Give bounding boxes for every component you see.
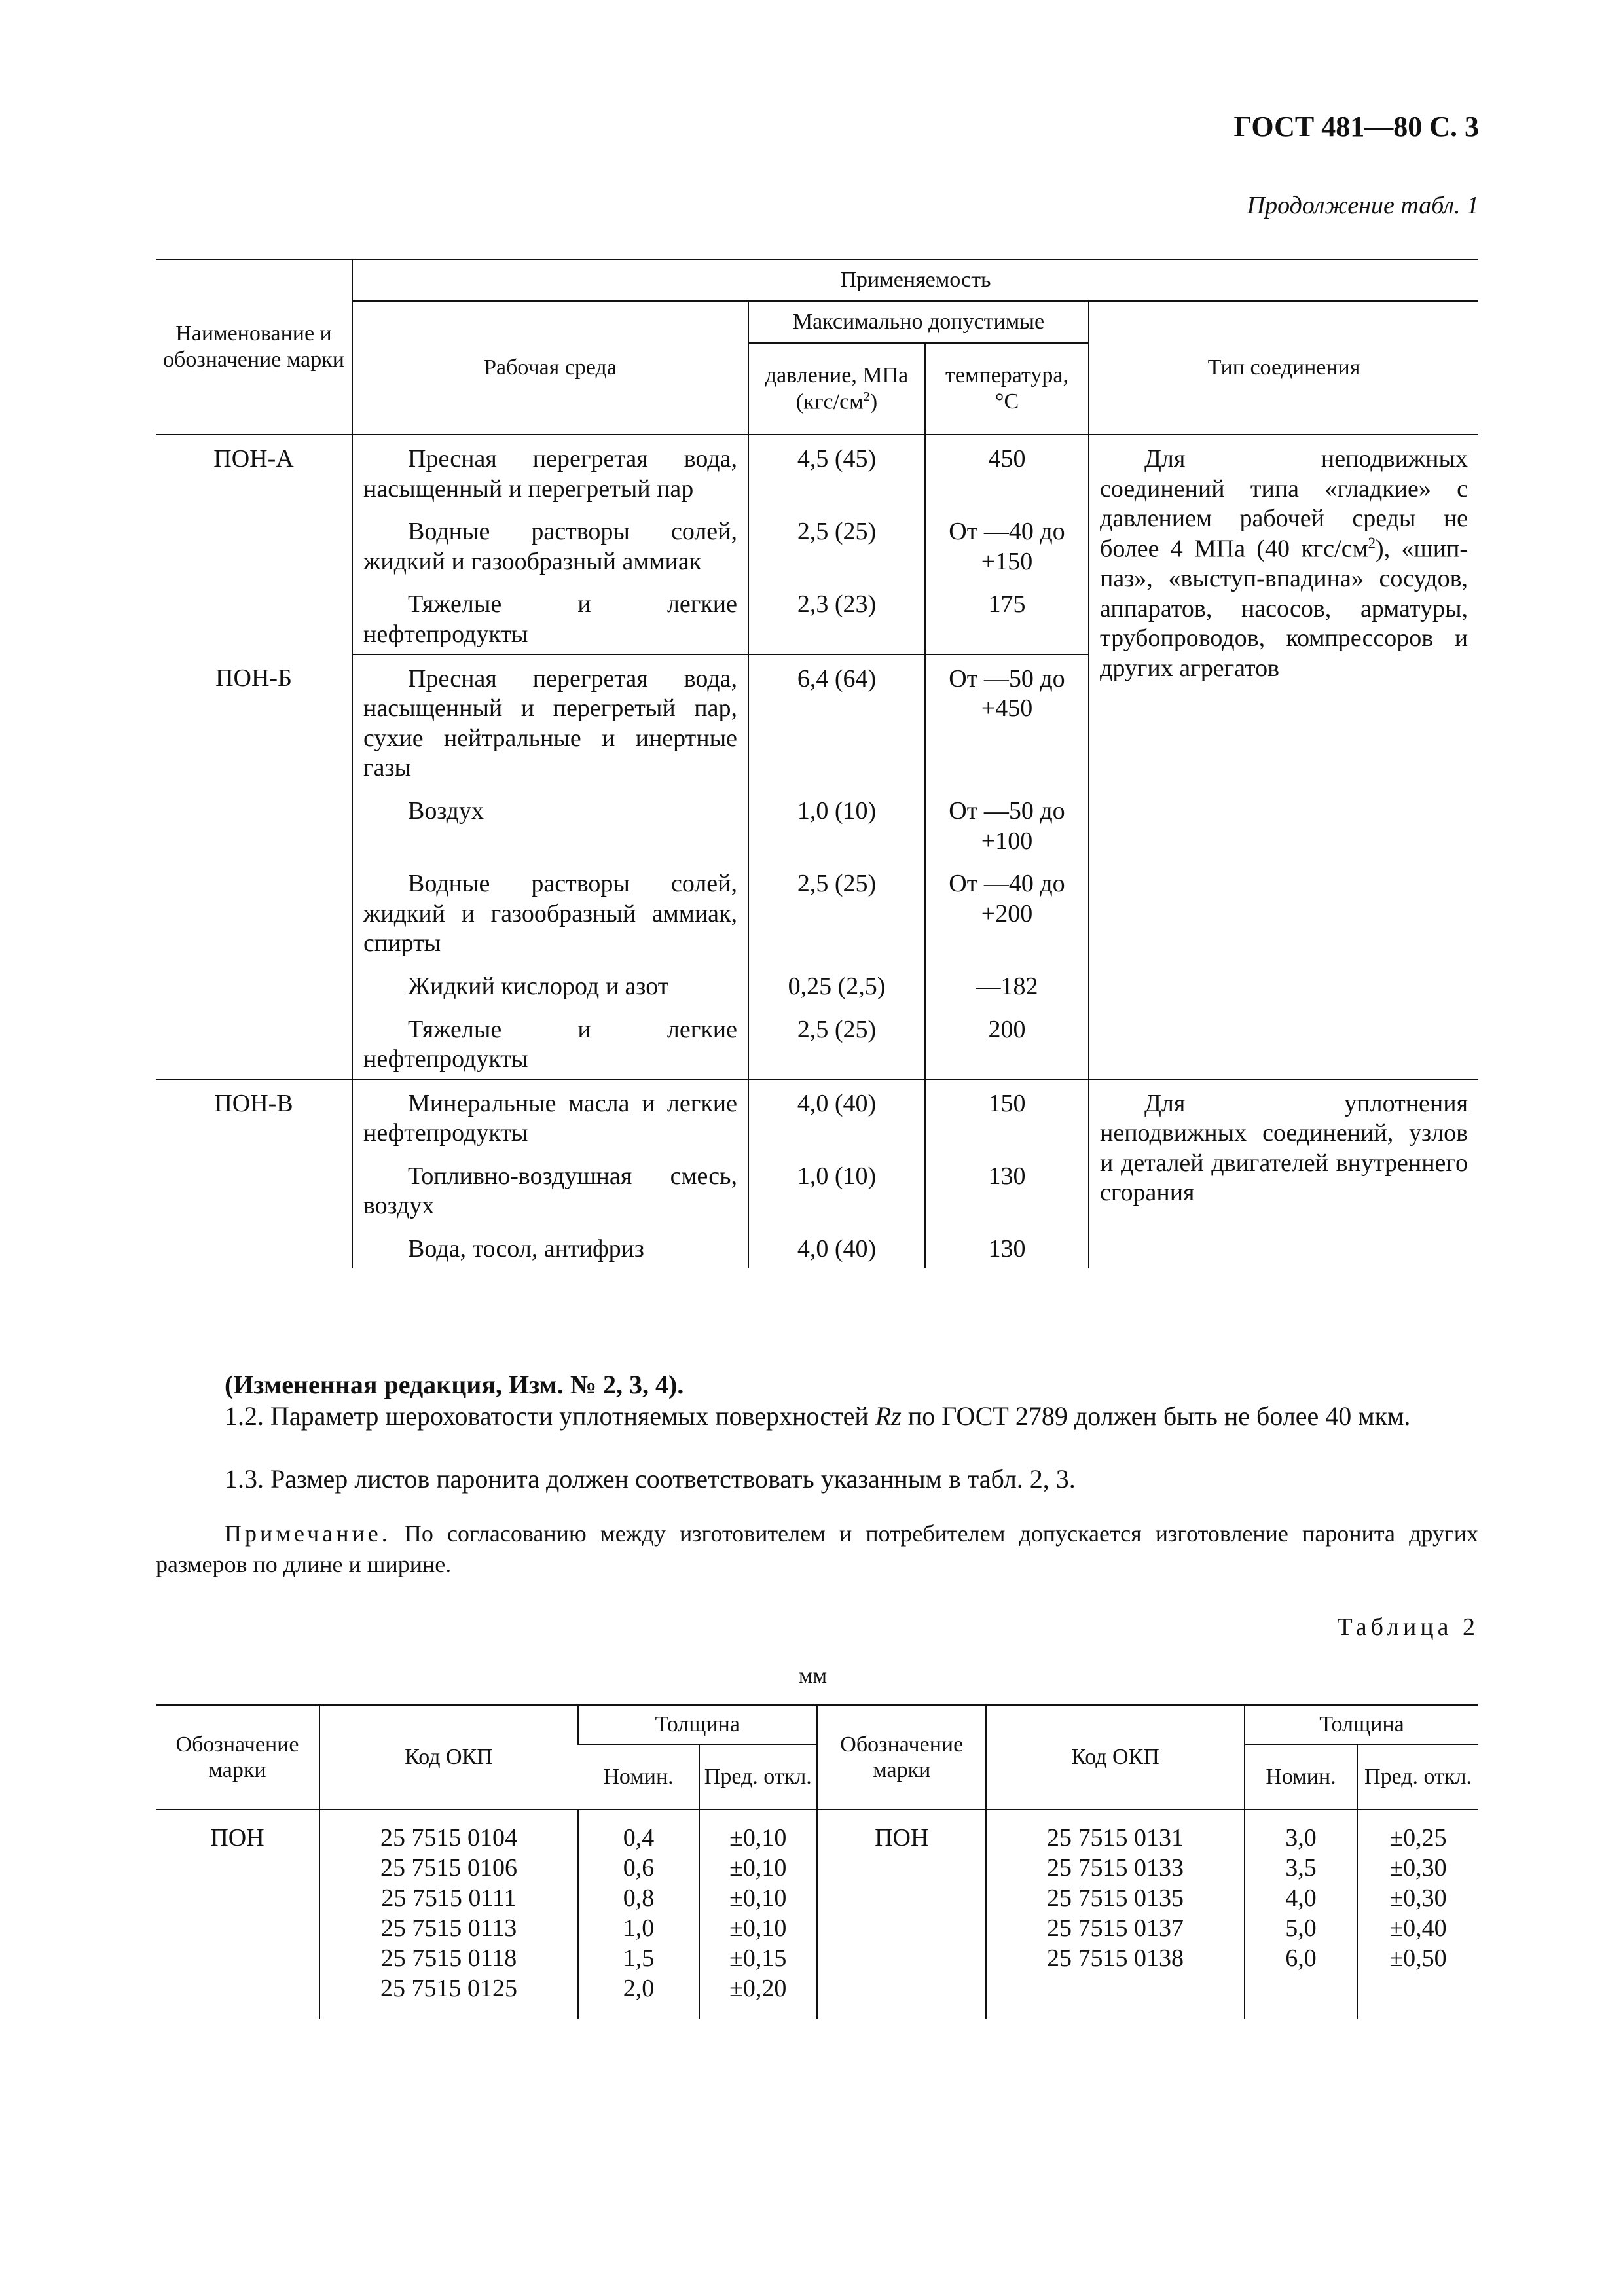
t2-header-thickness-right: Толщина [1245,1705,1478,1744]
t2-okp-code: 25 7515 0104 [380,1824,517,1852]
paragraph-1-2 [156,1401,1478,1431]
env-cell: Тяжелые и легкие нефтепродукты [352,1006,748,1079]
pressure-cell: 2,5 (25) [748,860,925,963]
t2-okp-code: 25 7515 0135 [1047,1884,1184,1912]
t2-mark-left-value: ПОН [210,1824,264,1852]
pressure-cell: 4,0 (40) [748,1225,925,1268]
t2-nominal-value: 6,0 [1285,1945,1317,1972]
t2-okp-left [319,1810,578,2019]
t2-header-okp-left: Код ОКП [319,1705,578,1810]
note-label: Примечание. [225,1520,391,1547]
env-cell: Тяжелые и легкие нефтепродукты [352,581,748,654]
header-mark: Наименование и обозначение марки [156,259,352,435]
temperature-cell: От —50 до +450 [925,655,1089,787]
header-environment: Рабочая среда [352,301,748,435]
pressure-cell: 4,5 (45) [748,435,925,508]
temperature-cell: 450 [925,435,1089,508]
t2-okp-code: 25 7515 0113 [380,1914,517,1942]
pressure-cell: 1,0 (10) [748,787,925,860]
t2-tolerance-value: ±0,25 [1389,1824,1447,1852]
mark-pon-a: ПОН-А [213,445,294,473]
mark-pon-v: ПОН-В [156,1079,352,1268]
env-cell: Топливно-воздушная смесь, воздух [352,1153,748,1225]
t2-tolerance-left [699,1810,817,2019]
mark-pon-b: ПОН-Б [215,664,292,692]
env-cell: Водные растворы солей, жидкий и газообразный аммиак [352,508,748,581]
t2-nominal-value: 0,8 [623,1884,655,1912]
t2-header-mark-left: Обозначение марки [156,1705,319,1810]
t2-okp-code: 25 7515 0106 [380,1854,517,1882]
temperature-cell: От —40 до +150 [925,508,1089,581]
rz-symbol: Rz [875,1401,902,1431]
connection-type-cell: Для неподвижных соединений типа «гладкие» с давлением рабочей среды не более 4 МПа (40 кгс/$см^2$), «шип-паз», «выступ-впадина» сосудов, аппаратов, насосов, арматуры, трубопроводов, компрессоров и других агрегатов [1089,435,1478,1079]
temperature-cell: 130 [925,1225,1089,1268]
pressure-cell: 2,5 (25) [748,508,925,581]
t2-nominal-value: 4,0 [1285,1884,1317,1912]
header-connection: Тип соединения [1089,301,1478,435]
temperature-cell: 130 [925,1153,1089,1225]
t2-tolerance-value: ±0,30 [1389,1854,1447,1882]
paragraph-1-2-part-b: по ГОСТ 2789 должен быть не более 40 мкм. [901,1401,1411,1431]
t2-okp-code: 25 7515 0111 [381,1884,517,1912]
t2-nominal-value: 0,6 [623,1854,655,1882]
env-cell: Жидкий кислород и азот [352,963,748,1006]
env-cell: Пресная перегретая вода, насыщенный и перегретый пар [352,435,748,508]
table-continuation-label: Продолжение табл. 1 [1247,192,1479,219]
pressure-cell: 2,3 (23) [748,581,925,654]
t2-header-okp-right: Код ОКП [986,1705,1245,1810]
env-cell: Воздух [352,787,748,860]
t2-nominal-value: 5,0 [1285,1914,1317,1942]
t2-okp-code: 25 7515 0133 [1047,1854,1184,1882]
t2-header-nominal-left: Номин. [578,1744,699,1810]
t2-mark-right-value: ПОН [875,1824,929,1852]
t2-okp-right [986,1810,1245,2019]
table-1 [156,259,1478,1268]
t2-nominal-value: 3,5 [1285,1854,1317,1882]
env-cell: Минеральные масла и легкие нефтепродукты [352,1079,748,1153]
t2-nominal-value: 1,5 [623,1945,655,1972]
pressure-cell: 0,25 (2,5) [748,963,925,1006]
t2-tolerance-value: ±0,10 [729,1884,787,1912]
t2-nominal-value: 0,4 [623,1824,655,1852]
t2-nominal-value: 2,0 [623,1975,655,2002]
amendment-note: (Измененная редакция, Изм. № 2, 3, 4). [225,1370,684,1399]
t2-mark-left [156,1810,319,2019]
paragraph-1-2-part-a: 1.2. Параметр шероховатости уплотняемых поверхностей [225,1401,875,1431]
t2-okp-code: 25 7515 0137 [1047,1914,1184,1942]
t2-tolerance-value: ±0,15 [729,1945,787,1972]
header-pressure-unit-sup: 2 [863,389,870,404]
t2-nominal-value: 3,0 [1285,1824,1317,1852]
paragraph-1-3: 1.3. Размер листов паронита должен соответствовать указанным в табл. 2, 3. [225,1464,1076,1494]
t2-header-mark-right: Обозначение марки [817,1705,986,1810]
t2-tolerance-value: ±0,10 [729,1824,787,1852]
header-pressure-label: давление, МПа [765,363,909,387]
header-pressure-unit: (кгс/см [795,389,864,414]
header-temperature: температура, °С [925,343,1089,435]
t2-header-nominal-right: Номин. [1245,1744,1357,1810]
pressure-cell: 4,0 (40) [748,1079,925,1153]
t2-okp-code: 25 7515 0118 [380,1945,517,1972]
pressure-cell: 6,4 (64) [748,655,925,787]
t2-okp-code: 25 7515 0125 [380,1975,517,2002]
env-cell: Водные растворы солей, жидкий и газообразный аммиак, спирты [352,860,748,963]
t2-okp-code: 25 7515 0138 [1047,1945,1184,1972]
header-applicability: Применяемость [352,259,1478,301]
pressure-cell: 1,0 (10) [748,1153,925,1225]
t2-tolerance-value: ±0,10 [729,1914,787,1942]
t2-tolerance-value: ±0,40 [1389,1914,1447,1942]
temperature-cell: 200 [925,1006,1089,1079]
env-cell: Пресная перегретая вода, насыщенный и перегретый пар, сухие нейтральные и инертные газы [352,655,748,787]
temperature-cell: От —50 до +100 [925,787,1089,860]
t2-tolerance-value: ±0,20 [729,1975,787,2002]
t2-tolerance-value: ±0,50 [1389,1945,1447,1972]
document-reference: ГОСТ 481—80 С. 3 [1233,111,1479,143]
pressure-cell: 2,5 (25) [748,1006,925,1079]
header-max-allowed: Максимально допустимые [748,301,1089,343]
env-cell: Вода, тосол, антифриз [352,1225,748,1268]
header-pressure-unit-end: ) [869,389,878,414]
table-2-caption: Таблица 2 [1337,1613,1479,1641]
t2-tolerance-value: ±0,30 [1389,1884,1447,1912]
t2-header-thickness-left: Толщина [578,1705,817,1744]
note-text: По согласованию между изготовителем и потребителем допускается изготовление паронита других размеров по длине и ширине. [156,1520,1478,1577]
t2-nominal-value: 1,0 [623,1914,655,1942]
temperature-cell: 150 [925,1079,1089,1153]
t2-header-tolerance-right: Пред. откл. [1357,1744,1478,1810]
t2-tolerance-right [1357,1810,1478,2019]
temperature-cell: —182 [925,963,1089,1006]
temperature-cell: 175 [925,581,1089,654]
t2-tolerance-value: ±0,10 [729,1854,787,1882]
t2-mark-right [817,1810,986,2019]
header-pressure [748,343,925,435]
table-2 [156,1704,1478,2019]
temperature-cell: От —40 до +200 [925,860,1089,963]
table-2-unit: мм [799,1664,828,1688]
t2-header-tolerance-left: Пред. откл. [699,1744,817,1810]
note [156,1518,1478,1580]
connection-type-cell: Для уплотнения неподвижных соединений, узлов и деталей двигателей внутреннего сгорания [1089,1079,1478,1268]
t2-nominal-right [1245,1810,1357,2019]
t2-nominal-left [578,1810,699,2019]
t2-okp-code: 25 7515 0131 [1047,1824,1184,1852]
